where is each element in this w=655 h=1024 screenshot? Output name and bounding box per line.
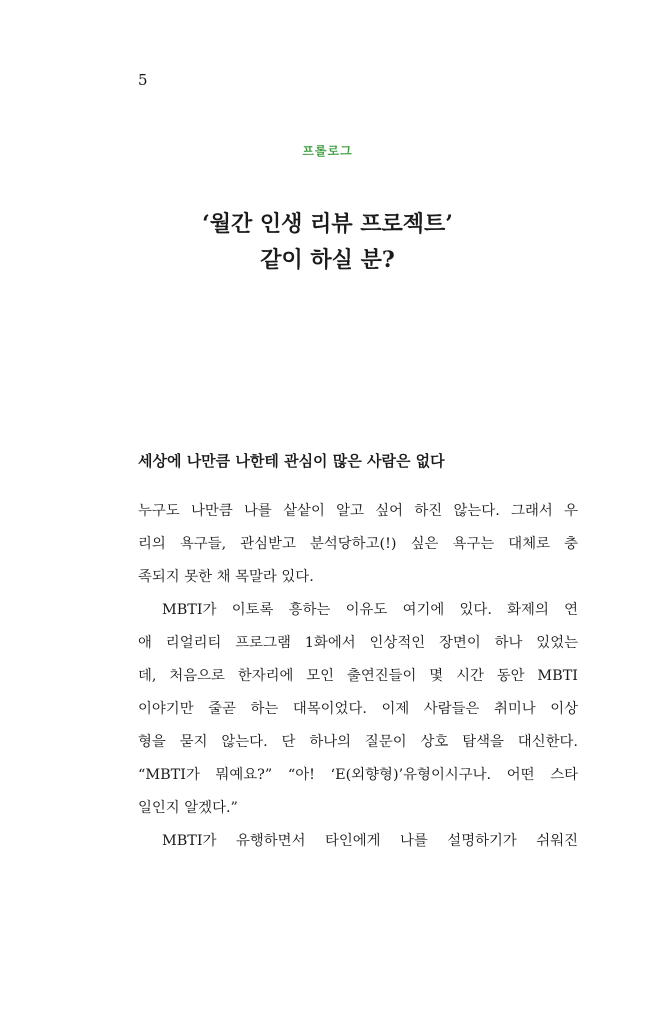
body-line: 애 리얼리티 프로그램 1화에서 인상적인 장면이 하나 있었는 (138, 635, 578, 651)
body-line: “MBTI가 뭐예요?” “아! ‘E(외향형)’유형이시구나. 어떤 스타 (138, 767, 578, 783)
page-number: 5 (138, 71, 148, 89)
body-text (138, 495, 578, 858)
body-line: 일인지 알겠다.” (138, 800, 238, 816)
body-line: 족되지 못한 채 목말라 있다. (138, 569, 314, 585)
section-heading: 세상에 나만큼 나한테 관심이 많은 사람은 없다 (138, 452, 445, 470)
chapter-title (0, 206, 655, 278)
body-line: 누구도 나만큼 나를 샅샅이 알고 싶어 하진 않는다. 그래서 우 (138, 503, 578, 519)
body-line: MBTI가 이토록 흥하는 이유도 여기에 있다. 화제의 연 (162, 602, 578, 618)
body-line: 데, 처음으로 한자리에 모인 출연진들이 몇 시간 동안 MBTI (138, 668, 578, 684)
body-line: MBTI가 유행하면서 타인에게 나를 설명하기가 쉬워진 (162, 833, 578, 849)
body-line: 이야기만 줄곧 하는 대목이었다. 이제 사람들은 취미나 이상 (138, 701, 578, 717)
body-line: 형을 묻지 않는다. 단 하나의 질문이 상호 탐색을 대신한다. (138, 734, 578, 750)
body-line: 리의 욕구들, 관심받고 분석당하고(!) 싶은 욕구는 대체로 충 (138, 536, 578, 552)
chapter-title-line-1: ‘월간 인생 리뷰 프로젝트’ (202, 211, 453, 237)
chapter-title-line-2: 같이 하실 분? (260, 247, 395, 273)
chapter-label: 프롤로그 (302, 144, 353, 158)
